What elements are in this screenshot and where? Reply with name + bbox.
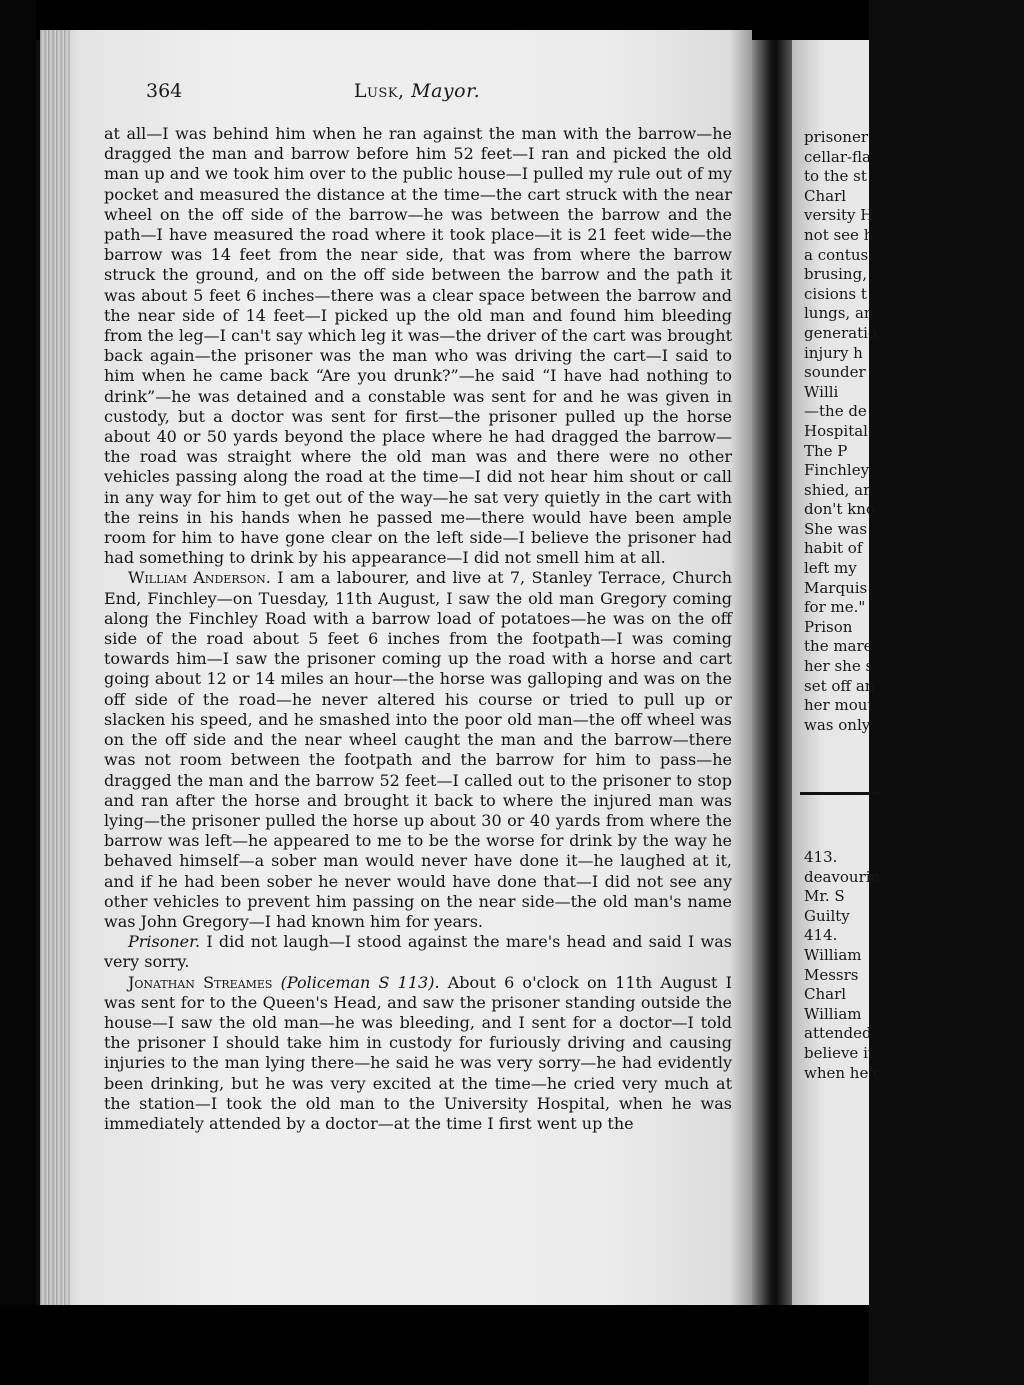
scan-border-bottom bbox=[0, 1305, 869, 1385]
page-number: 364 bbox=[146, 80, 183, 102]
right-page-line: lungs, an bbox=[804, 304, 874, 323]
right-page-line: Messrs bbox=[804, 965, 859, 984]
right-page-line: —the de bbox=[804, 402, 867, 421]
right-page-line: Mr. S bbox=[804, 887, 845, 906]
testimony-text: I am a labourer, and live at 7, Stanley Terrace, Church End, Finchley—on Tuesday, 11th August, I saw the old man Gregory coming along the Finchley Road with a barrow load of potatoes—he was on the off side of the road about 5 feet 6 inches from the footpath—I was coming towards him—I saw the prisoner coming up the road with a horse and cart going about 12 or 14 miles an hour—the horse was galloping and was on the off side of the road—he never altered his course or tried to pull up or slacken his speed, and he smashed into the poor old man—the off wheel was on the off side and the near wheel caught the man and the barrow—there was not room between the footpath and the barrow for him to pass—he dragged the man and the barrow 52 feet—I called out to the prisoner to stop and ran after the horse and brought it back to where the injured man was lying—the prisoner pulled the horse up about 30 or 40 yards from where the barrow was left—he appeared to me to be the worse for drink by the way he behaved himself—a sober man would never have done it—he laughed at it, and if he had been sober he never would have done that—I did not see any other vehicles to prevent him passing on the near side—the old man's name was John Gregory—I had known him for years. bbox=[104, 568, 733, 931]
paragraph-prisoner-statement bbox=[104, 932, 732, 972]
right-page-line: shied, an bbox=[804, 480, 873, 499]
right-page-line: Finchley bbox=[804, 461, 870, 480]
speaker-label: Prisoner. bbox=[128, 932, 201, 952]
running-head-name: Lusk, bbox=[353, 80, 405, 102]
right-page-line: when he c bbox=[804, 1063, 882, 1082]
paragraph-continuation: at all—I was behind him when he ran against the man with the barrow—he dragged the man and barrow before him 52 feet—I ran and picked the old man up and we took him over to the public house—I pulled my rule out of my pocket and measured the distance at the time—the cart struck with the near wheel on the off side of the barrow—he was between the barrow and the path—I have measured the road where it took place—it is 21 feet wide—the barrow was 14 feet from the near side, that was from where the barrow struck the ground, and on the off side between the barrow and the path it was about 5 feet 6 inches—there was a clear space between the barrow and the near side of 14 feet—I picked up the old man and found him bleeding from the leg—I can't say which leg it was—the driver of the cart was brought back again—the prisoner was the man who was driving the cart—I said to him when he came back “Are you drunk?”—he said “I have had nothing to drink”—he was detained and a constable was sent for and he was given in custody, but a doctor was sent for first—the prisoner pulled up the horse about 40 or 50 yards beyond the place where he had dragged the barrow—the road was straight where the old man was and there were no other vehicles passing along the road at the time—I did not hear him shout or call in any way for him to get out of the way—he sat very quietly in the cart with the reins in his hands when he passed me—there would have been ample room for him to have gone clear on the left side—I believe the prisoner had had something to drink by his appearance—I did not smell him at all. bbox=[104, 124, 732, 568]
running-head bbox=[102, 80, 732, 102]
right-page-line: versity H bbox=[804, 206, 874, 225]
right-page-line: cisions t bbox=[804, 284, 867, 303]
right-page-line: to the st bbox=[804, 167, 867, 186]
right-page-line: The P bbox=[804, 441, 848, 460]
scan-border-left bbox=[0, 0, 36, 1385]
right-page-line: brusing, bbox=[804, 265, 867, 284]
right-page-line: sounder bbox=[804, 363, 866, 382]
section-rule bbox=[800, 792, 880, 795]
right-page-line: deavourin bbox=[804, 867, 881, 886]
right-page-line: Hospital bbox=[804, 421, 868, 440]
right-page-line: the mare bbox=[804, 637, 873, 656]
right-page-line: for me." bbox=[804, 598, 866, 617]
page-stack-edge bbox=[40, 30, 70, 1305]
witness-name: Jonathan Streames bbox=[128, 972, 273, 992]
right-page-line: Charl bbox=[804, 985, 847, 1004]
right-page-line: Guilty bbox=[804, 906, 850, 925]
right-page-line: not see h bbox=[804, 225, 874, 244]
witness-role: (Policeman S 113). bbox=[280, 972, 440, 992]
paragraph-testimony-anderson bbox=[104, 568, 732, 932]
right-page-line: 413. bbox=[804, 848, 838, 866]
right-page-lower-text bbox=[804, 848, 1024, 1083]
right-page-text bbox=[804, 128, 1024, 735]
right-page-line: injury h bbox=[804, 343, 863, 362]
right-page-line: left my bbox=[804, 559, 857, 578]
right-page bbox=[792, 40, 882, 1305]
right-page-line: believe it bbox=[804, 1043, 874, 1062]
right-page-line: Charl bbox=[804, 186, 847, 205]
statement-text: I did not laugh—I stood against the mare's head and said I was very sorry. bbox=[104, 932, 732, 972]
right-page-line: attended bbox=[804, 1024, 872, 1043]
right-page-line: William bbox=[804, 945, 862, 964]
right-page-line: Willi bbox=[804, 382, 839, 401]
right-page-line: Prison bbox=[804, 617, 853, 636]
paragraph-testimony-streames bbox=[104, 973, 732, 1135]
right-page-line: She was bbox=[804, 519, 868, 538]
book-gutter bbox=[752, 40, 792, 1305]
right-page-line: 414. bbox=[804, 926, 838, 945]
right-page-line: don't kno bbox=[804, 500, 875, 519]
running-head-title: Mayor. bbox=[411, 80, 481, 102]
right-page-line: generatio bbox=[804, 323, 877, 342]
testimony-text: About 6 o'clock on 11th August I was sent for to the Queen's Head, and saw the prisoner standing outside the house—I saw the old man—he was bleeding, and I sent for a doctor—I told the prisoner I should take him in custody for furiously driving and causing injuries to the man lying there—he said he was very sorry—he had evidently been drinking, but he was very excited at the time—he cried very much at the station—I took the old man to the University Hospital, when he was immediately attended by a doctor—at the time I first went up the bbox=[104, 972, 732, 1133]
right-page-line: set off an bbox=[804, 676, 875, 695]
right-page-line: prisoner bbox=[804, 128, 869, 146]
main-text bbox=[104, 124, 732, 1134]
witness-name: William Anderson. bbox=[128, 568, 271, 588]
right-page-line: a contus bbox=[804, 245, 869, 264]
right-page-line: cellar-fla bbox=[804, 147, 872, 166]
right-page-line: her she s bbox=[804, 657, 874, 676]
right-page-line: Marquis bbox=[804, 578, 868, 597]
right-page-line: William bbox=[804, 1004, 862, 1023]
page-header bbox=[102, 74, 732, 108]
right-page-line: habit of bbox=[804, 539, 863, 558]
right-page-line: was only bbox=[804, 715, 871, 734]
right-page-line: her mout bbox=[804, 696, 874, 715]
